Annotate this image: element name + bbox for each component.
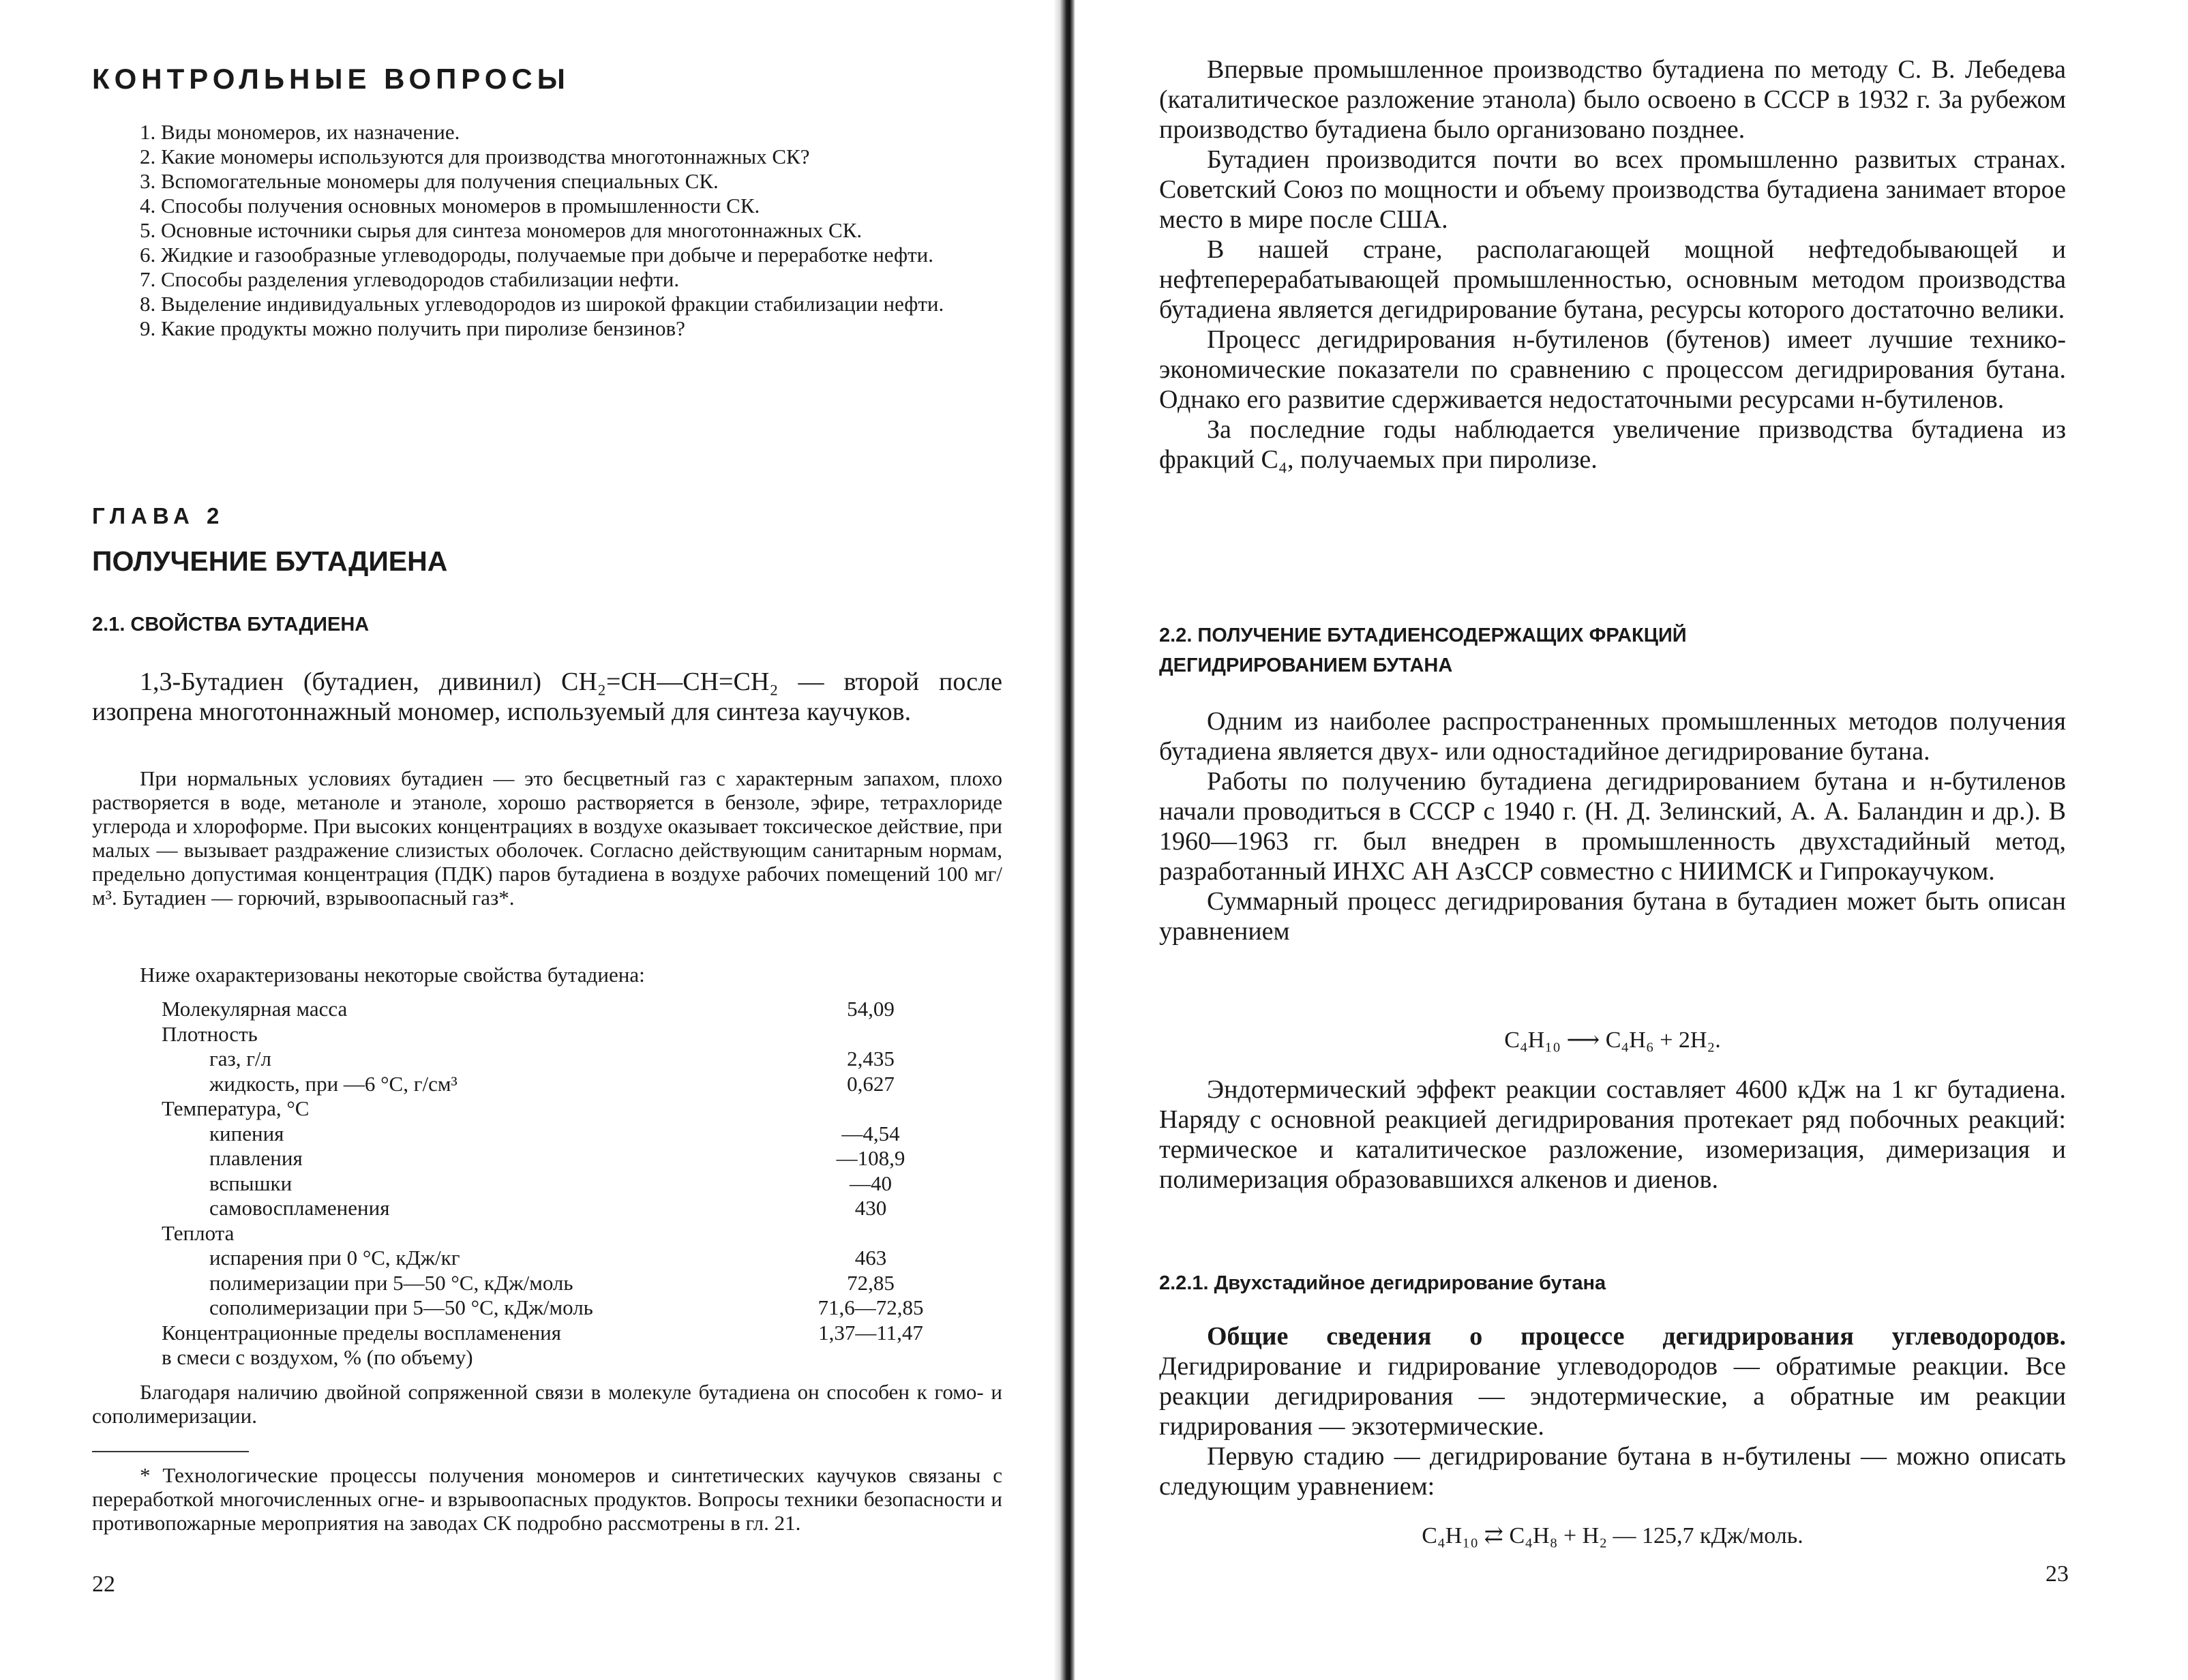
property-name: полимеризации при 5—50 °С, кДж/моль <box>209 1270 573 1295</box>
property-value: 54,09 <box>847 997 895 1021</box>
section-title: 2.1. СВОЙСТВА БУТАДИЕНА <box>92 614 370 635</box>
body-paragraph: Работы по получению бутадиена дегидрированием бутана и н-бутиленов начали проводиться в СССР с 1940 г. (Н. Д. Зелинский, А. А. Баландин и др.). В 1960—1963 гг. был внедрен в промышленность двухстадийный метод, разработанный ИНХС АН АзССР совместно с НИИМСК и Гипрокаучуком. <box>1159 767 2066 886</box>
general-text: Дегидрирование и гидрирование углеводородов — обратимые реакции. Все реакции дегидрирования — эндотермические, а обратные им реакции гидрирования — экзотермические. <box>1159 1352 2066 1441</box>
property-value: 463 <box>854 1246 887 1270</box>
chapter-label: ГЛАВА 2 <box>92 503 225 528</box>
property-row <box>162 1047 929 1072</box>
property-row <box>162 1122 929 1147</box>
question-item: 9. Какие продукты можно получить при пиролизе бензинов? <box>140 316 685 340</box>
first-stage-paragraph: Первую стадию — дегидрирование бутана в н-бутилены — можно описать следующим уравнением: <box>1159 1442 2066 1501</box>
right-page <box>1084 0 2188 1680</box>
footnote-divider <box>92 1451 249 1452</box>
question-item: 8. Выделение индивидуальных углеводородов из широкой фракции стабилизации нефти. <box>140 292 944 316</box>
question-item: 2. Какие мономеры используются для производства многотоннажных СК? <box>140 145 810 168</box>
property-name: вспышки <box>209 1171 293 1195</box>
property-value: 1,37—11,47 <box>818 1320 923 1345</box>
body-paragraph: За последние годы наблюдается увеличение призводства бутадиена из фракций C₄, получаемых при пиролизе. <box>1159 415 2066 474</box>
property-value: 71,6—72,85 <box>818 1295 924 1319</box>
property-name: Теплота <box>162 1220 235 1245</box>
question-item: 3. Вспомогательные мономеры для получения специальных СК. <box>140 169 719 193</box>
property-name: плавления <box>209 1146 303 1170</box>
section-2-2-1-block <box>1159 1321 2066 1501</box>
property-name: испарения при 0 °С, кДж/кг <box>209 1246 460 1270</box>
questions-list <box>92 120 1002 341</box>
property-value: —4,54 <box>841 1121 900 1145</box>
property-name: Плотность <box>162 1021 258 1046</box>
property-row <box>162 997 929 1022</box>
control-questions-heading: КОНТРОЛЬНЫЕ ВОПРОСЫ <box>92 63 570 95</box>
property-row <box>162 1345 929 1370</box>
footnote: * Технологические процессы получения мономеров и синтетических каучуков связаны с переработкой многочисленных огне- и взрывоопасных продуктов. Вопросы техники безопасности и противопожарные мероприятия на заводах СК подробно рассмотрены в гл. 21. <box>92 1463 1002 1535</box>
property-value: 72,85 <box>847 1270 895 1295</box>
property-row <box>162 1171 929 1197</box>
property-value: —108,9 <box>836 1146 905 1170</box>
endothermic-paragraph: Эндотермический эффект реакции составляет 4600 кДж на 1 кг бутадиена. Наряду с основной реакцией дегидрирования протекает ряд побочных реакций: термическое и каталитическое разложение, изомеризация, димеризация и полимеризация образовавшихся алкенов и диенов. <box>1159 1075 2066 1194</box>
property-row <box>162 1271 929 1296</box>
page-number: 23 <box>2045 1561 2069 1587</box>
property-value: —40 <box>850 1171 892 1195</box>
property-row <box>162 1022 929 1047</box>
intro-block <box>1159 55 2066 475</box>
property-name: Концентрационные пределы воспламенения <box>162 1320 562 1345</box>
property-row <box>162 1295 929 1321</box>
body-paragraph: Впервые промышленное производство бутадиена по методу С. В. Лебедева (каталитическое разложение этанола) было освоено в СССР в 1932 г. За рубежом производство бутадиена было организовано позднее. <box>1159 55 2066 144</box>
section-2-2-block <box>1159 706 2066 946</box>
question-item: 1. Виды мономеров, их назначение. <box>140 120 460 144</box>
body-paragraph: Одним из наиболее распространенных промышленных методов получения бутадиена является двух- или одностадийное дегидрирование бутана. <box>1159 707 2066 766</box>
general-lead: Общие сведения о процессе дегидрирования углеводородов. <box>1207 1322 2066 1351</box>
body-paragraph: Суммарный процесс дегидрирования бутана в бутадиен может быть описан уравнением <box>1159 887 2066 946</box>
properties-intro: Ниже охарактеризованы некоторые свойства бутадиена: <box>140 963 645 987</box>
body-paragraph: Бутадиен производится почти во всех промышленно развитых странах. Советский Союз по мощности и объему производства бутадиена занимает второе место в мире после США. <box>1159 145 2066 234</box>
property-name: Температура, °С <box>162 1096 310 1120</box>
property-row <box>162 1146 929 1171</box>
question-item: 6. Жидкие и газообразные углеводороды, получаемые при добыче и переработке нефти. <box>140 243 933 267</box>
general-paragraph <box>1159 1321 2066 1441</box>
body-paragraph: Процесс дегидрирования н-бутиленов (бутенов) имеет лучшие технико-экономические показатели по сравнению с процессом дегидрирования бутана. Однако его развитие сдерживается недостаточными ресурсами н-бутиленов. <box>1159 325 2066 414</box>
property-name: сополимеризации при 5—50 °С, кДж/моль <box>209 1295 593 1319</box>
properties-table <box>162 997 929 1370</box>
equation-2: C₄H₁₀ ⇄ C₄H₈ + H₂ — 125,7 кДж/моль. <box>1422 1523 1803 1548</box>
property-name: газ, г/л <box>209 1047 272 1070</box>
page-number: 22 <box>92 1572 115 1597</box>
property-row <box>162 1196 929 1221</box>
property-row <box>162 1246 929 1271</box>
intro-paragraph: 1,3-Бутадиен (бутадиен, дивинил) CH₂=CH—CH=CH₂ — второй после изопрена многотоннажный мономер, используемый для синтеза каучуков. <box>92 668 1002 726</box>
property-value: 2,435 <box>847 1047 895 1070</box>
equation-1: C₄H₁₀ ⟶ C₄H₆ + 2H₂. <box>1504 1028 1721 1053</box>
property-name: Молекулярная масса <box>162 997 348 1021</box>
property-name: самовоспламенения <box>209 1196 390 1220</box>
property-name: жидкость, при —6 °С, г/см³ <box>209 1071 458 1096</box>
property-value: 0,627 <box>847 1071 895 1096</box>
property-row <box>162 1221 929 1246</box>
section-2-2-1-title: 2.2.1. Двухстадийное дегидрирование бутана <box>1159 1272 1606 1294</box>
chapter-title: ПОЛУЧЕНИЕ БУТАДИЕНА <box>92 545 448 577</box>
property-row <box>162 1096 929 1122</box>
question-item: 4. Способы получения основных мономеров в промышленности СК. <box>140 194 760 217</box>
property-name: кипения <box>209 1121 284 1145</box>
property-name: в смеси с воздухом, % (по объему) <box>162 1345 473 1369</box>
section-2-2-title: 2.2. ПОЛУЧЕНИЕ БУТАДИЕНСОДЕРЖАЩИХ ФРАКЦИЙ ДЕГИДРИРОВАНИЕМ БУТАНА <box>1159 625 1687 676</box>
question-item: 5. Основные источники сырья для синтеза мономеров для многотоннажных СК. <box>140 218 863 242</box>
body-paragraph: В нашей стране, располагающей мощной нефтедобывающей и нефтеперерабатывающей промышленностью, основным методом производства бутадиена является дегидрирование бутана, ресурсы которого достаточно велики. <box>1159 235 2066 324</box>
property-row <box>162 1072 929 1097</box>
left-page <box>0 0 1060 1680</box>
hazard-paragraph: При нормальных условиях бутадиен — это бесцветный газ с характерным запахом, плохо растворяется в воде, метаноле и этаноле, хорошо растворяется в бензоле, эфире, тетрахлориде углерода и хлороформе. При высоких концентрациях в воздухе оказывает токсическое действие, при малых — вызывает раздражение слизистых оболочек. Согласно действующим санитарным нормам, предельно допустимая концентрация (ПДК) паров бутадиена в воздухе рабочих помещений 100 мг/м³. Бутадиен — горючий, взрывоопасный газ*. <box>92 766 1002 910</box>
property-row <box>162 1321 929 1346</box>
question-item: 7. Способы разделения углеводородов стабилизации нефти. <box>140 267 680 291</box>
conjugation-paragraph: Благодаря наличию двойной сопряженной связи в молекуле бутадиена он способен к гомо- и сополимеризации. <box>92 1380 1002 1428</box>
property-value: 430 <box>854 1196 887 1220</box>
